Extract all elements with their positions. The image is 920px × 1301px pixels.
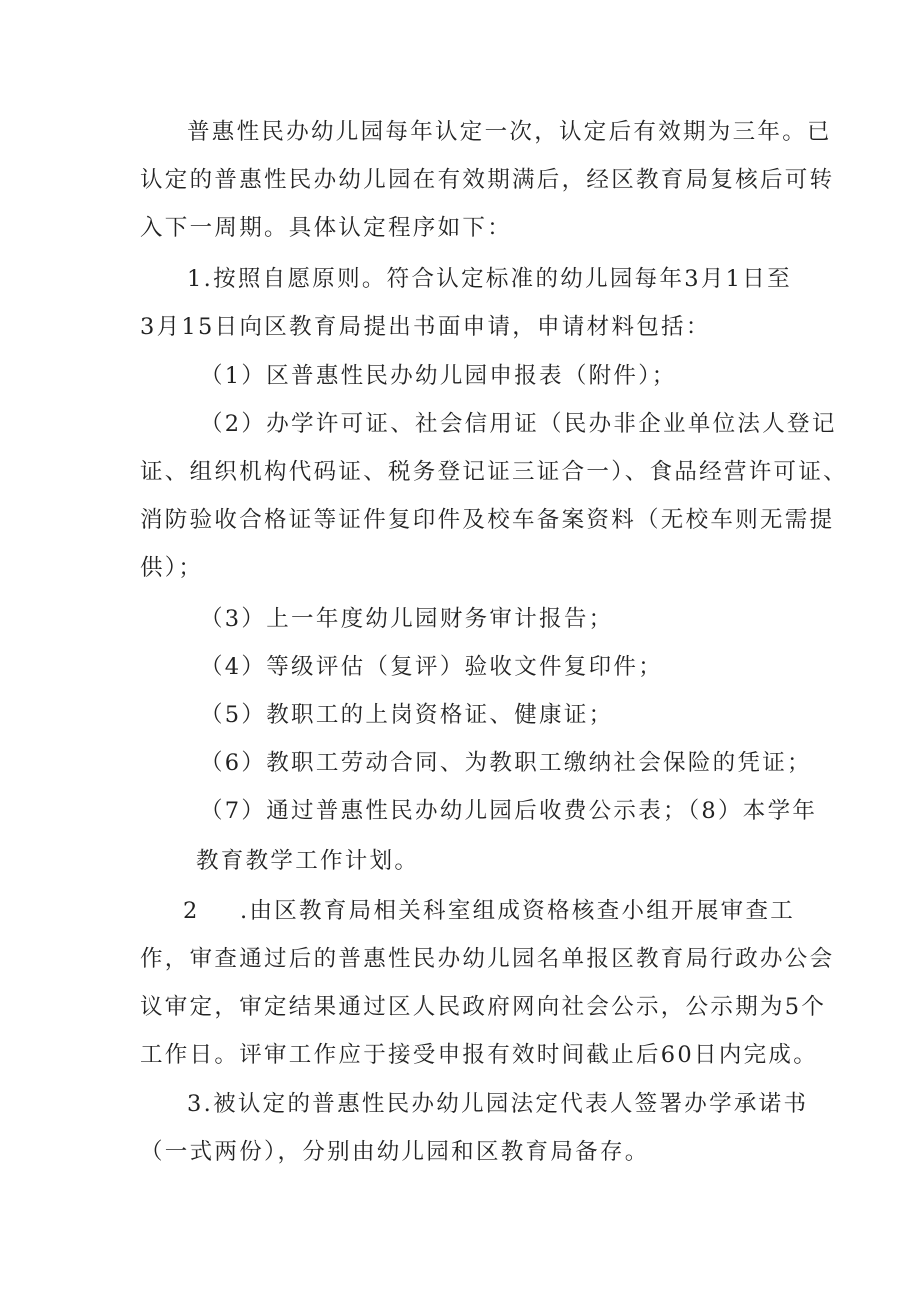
paragraph-line: .由区教育局相关科室组成资格核查小组开展审查工 [240, 898, 796, 924]
paragraph-line: （3）上一年度幼儿园财务审计报告； [200, 606, 614, 632]
paragraph-line: （1）区普惠性民办幼儿园申报表（附件）； [200, 363, 677, 389]
paragraph-line: 作，审查通过后的普惠性民办幼儿园名单报区教育局行政办公会 [140, 946, 835, 972]
paragraph-line: 认定的普惠性民办幼儿园在有效期满后，经区教育局复核后可转 [140, 167, 835, 193]
paragraph-line: 消防验收合格证等证件复印件及校车备案资料（无校车则无需提 [140, 507, 835, 533]
paragraph-line: 证、组织机构代码证、税务登记证三证合一）、食品经营许可证、 [140, 459, 848, 485]
paragraph-line: 普惠性民办幼儿园每年认定一次，认定后有效期为三年。已 [187, 119, 832, 145]
paragraph-line: 3.被认定的普惠性民办幼儿园法定代表人签署办学承诺书 [187, 1091, 809, 1117]
paragraph-line: （7）通过普惠性民办幼儿园后收费公示表；（8）本学年 [200, 798, 818, 824]
paragraph-line: 入下一周期。具体认定程序如下： [140, 215, 513, 241]
paragraph-line: 议审定，审定结果通过区人民政府网向社会公示，公示期为5个 [140, 994, 827, 1020]
paragraph-line: 1.按照自愿原则。符合认定标准的幼儿园每年3月1日至 [187, 266, 792, 292]
paragraph-line: 教育教学工作计划。 [196, 848, 420, 874]
paragraph-line: （4）等级评估（复评）验收文件复印件； [200, 654, 664, 680]
paragraph-line: 工作日。评审工作应于接受申报有效时间截止后60日内完成。 [140, 1042, 819, 1068]
paragraph-line: 供）； [140, 555, 204, 581]
paragraph-line: （2）办学许可证、社会信用证（民办非企业单位法人登记 [200, 411, 837, 437]
paragraph-line: （5）教职工的上岗资格证、健康证； [200, 702, 614, 728]
list-number: 2 [183, 898, 200, 924]
paragraph-line: 3月15日向区教育局提出书面申请，申请材料包括： [140, 314, 711, 340]
paragraph-line: （一式两份），分别由幼儿园和区教育局备存。 [140, 1139, 650, 1165]
paragraph-line: （6）教职工劳动合同、为教职工缴纳社会保险的凭证； [200, 750, 812, 776]
